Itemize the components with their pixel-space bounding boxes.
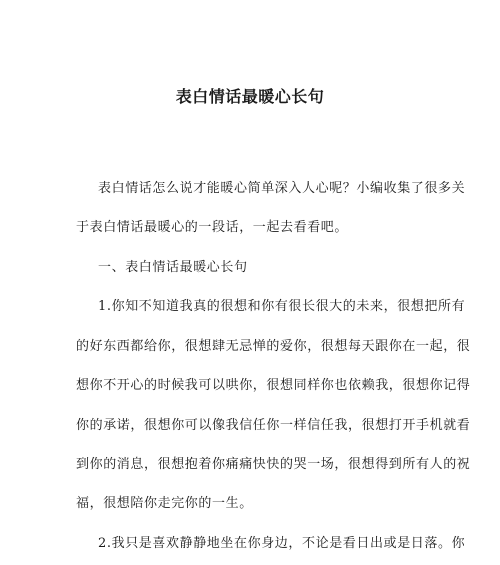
paragraph-line: 表白情话怎么说才能暖心简单深入人心呢？小编收集了很多关: [98, 181, 466, 196]
paragraph-line: 的好东西都给你，很想肆无忌惮的爱你，很想每天跟你在一起，很: [76, 339, 471, 354]
document-title: 表白情话最暖心长句: [175, 87, 325, 106]
paragraph-line: 1.你知不知道我真的很想和你有很长很大的未来，很想把所有: [98, 299, 466, 314]
paragraph-line: 福，很想陪你走完你的一生。: [76, 496, 253, 511]
paragraph-line: 到你的消息，很想抱着你痛痛快快的哭一场，很想得到所有人的祝: [76, 457, 471, 472]
paragraph-line: 2.我只是喜欢静静地坐在你身边，不论是看日出或是日落。你: [98, 536, 466, 551]
section-heading: 一、表白情话最暖心长句: [98, 260, 248, 275]
paragraph-line: 想你不开心的时候我可以哄你，很想同样你也依赖我，很想你记得: [76, 378, 471, 393]
paragraph-line: 于表白情话最暖心的一段话，一起去看看吧。: [76, 220, 349, 235]
paragraph-line: 你的承诺，很想你可以像我信任你一样信任我，很想打开手机就看: [76, 418, 471, 433]
